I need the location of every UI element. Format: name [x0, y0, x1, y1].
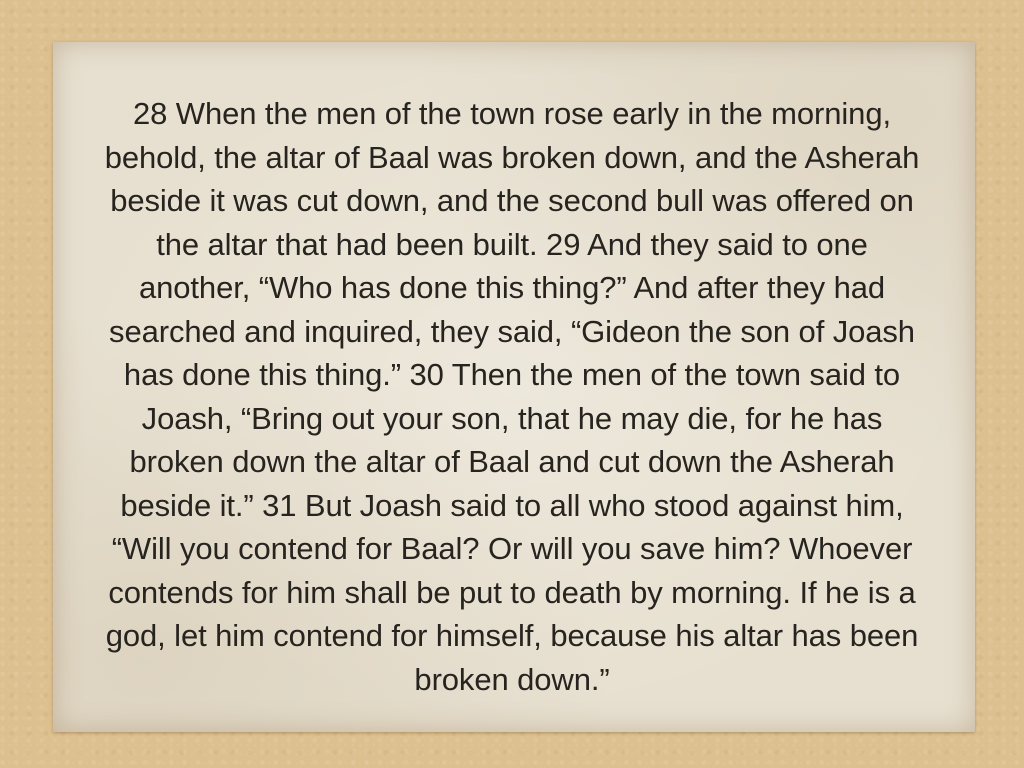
scripture-passage: 28 When the men of the town rose early in the morning, behold, the altar of Baal was broken down, and the Asherah beside it was cut down, and the second bull was offered on the altar that had been built. 29 And they said to one another, “Who has done this thing?” And after they had searched and inquired, they said, “Gideon the son of Joash has done this thing.” 30 Then the men of the town said to Joash, “Bring out your son, that he may die, for he has broken down the altar of Baal and cut down the Asherah beside it.” 31 But Joash said to all who stood against him, “Will you contend for Baal? Or will you save him? Whoever contends for him shall be put to death by morning. If he is a god, let him contend for himself, because his altar has been broken down.” [104, 96, 920, 697]
